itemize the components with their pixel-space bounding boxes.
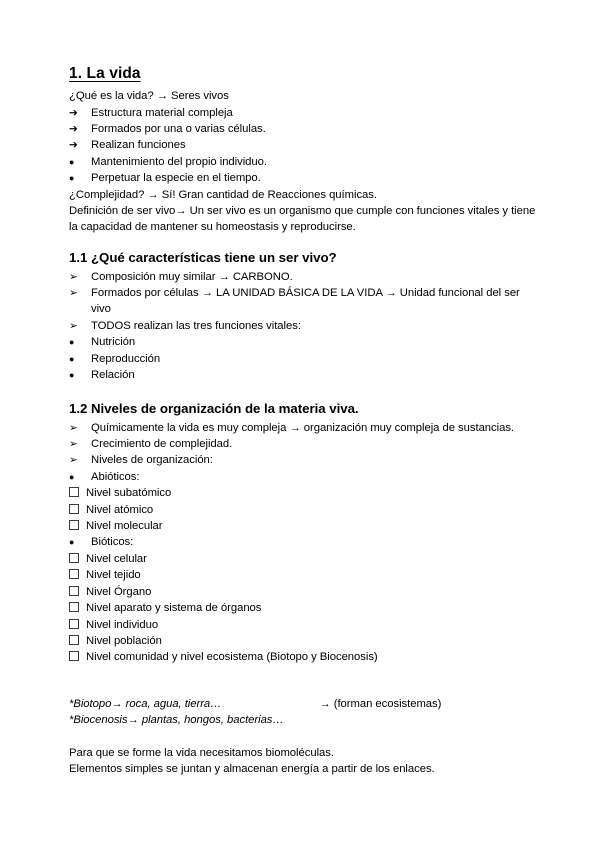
closing-spacer bbox=[69, 729, 540, 745]
list-item-label: Nivel aparato y sistema de órganos bbox=[86, 602, 262, 615]
list-item-label: Perpetuar la especie en el tiempo. bbox=[91, 172, 261, 185]
checkbox-icon[interactable] bbox=[69, 633, 85, 649]
list-item-label: Bióticos: bbox=[91, 536, 134, 549]
closing-line-1: Para que se forme la vida necesitamos biomoléculas. bbox=[69, 746, 334, 759]
list-item-label: Reproducción bbox=[91, 352, 161, 365]
list-item-label: Abióticos: bbox=[91, 470, 140, 483]
arrow-bullet-icon: ➢ bbox=[69, 319, 78, 332]
checkbox-icon[interactable] bbox=[69, 485, 85, 501]
list-item bbox=[69, 567, 540, 583]
list-item bbox=[69, 351, 540, 367]
list-item bbox=[69, 334, 540, 350]
list-item-label: Nivel Órgano bbox=[86, 585, 152, 598]
checkbox-icon[interactable] bbox=[69, 502, 85, 518]
list-item-label: Nivel celular bbox=[86, 552, 147, 565]
list-item-label: Realizan funciones bbox=[91, 139, 186, 152]
list-item-label: Nivel molecular bbox=[86, 520, 163, 533]
arrow-bullet-icon: ➢ bbox=[69, 454, 78, 467]
list-item-label: Estructura material compleja bbox=[91, 106, 233, 119]
list-item-label: Nivel tejido bbox=[86, 569, 141, 582]
list-item bbox=[69, 367, 540, 383]
checkbox-icon[interactable] bbox=[69, 567, 85, 583]
list-item bbox=[69, 633, 540, 649]
list-item bbox=[69, 318, 540, 334]
list-item-label: Nivel comunidad y nivel ecosistema (Biotopo y Biocenosis) bbox=[86, 651, 378, 664]
page-title: 1. La vida bbox=[69, 65, 141, 82]
checkbox-icon[interactable] bbox=[69, 600, 85, 616]
list-item bbox=[69, 649, 540, 665]
checkbox-icon[interactable] bbox=[69, 584, 85, 600]
list-item-label: Relación bbox=[91, 368, 135, 381]
section1-bullet-list bbox=[69, 105, 540, 154]
round-bullet-icon: ● bbox=[69, 471, 75, 482]
list-item bbox=[69, 617, 540, 633]
list-item bbox=[69, 121, 540, 137]
arrow-bullet-icon: ➔ bbox=[69, 106, 78, 119]
list-item bbox=[69, 551, 540, 567]
section12-bullet-list bbox=[69, 420, 540, 469]
list-item-label: Nivel atómico bbox=[86, 503, 154, 516]
list-item bbox=[69, 518, 540, 534]
list-item bbox=[69, 469, 540, 485]
checkbox-icon[interactable] bbox=[69, 551, 85, 567]
list-item-label: Nivel individuo bbox=[86, 618, 159, 631]
arrow-bullet-icon: ➢ bbox=[69, 270, 78, 283]
arrow-bullet-icon: ➢ bbox=[69, 421, 78, 434]
list-item-label: Niveles de organización: bbox=[91, 454, 213, 467]
list-item bbox=[69, 137, 540, 153]
checkbox-icon[interactable] bbox=[69, 617, 85, 633]
round-bullet-icon: ● bbox=[69, 156, 75, 167]
list-item bbox=[69, 105, 540, 121]
round-bullet-icon: ● bbox=[69, 369, 75, 380]
section-spacer bbox=[69, 666, 540, 696]
bioticos-levels-list bbox=[69, 551, 540, 666]
list-item bbox=[69, 269, 540, 285]
list-item bbox=[69, 485, 540, 501]
abioticos-levels-list bbox=[69, 485, 540, 534]
list-item-label: Formados por una o varias células. bbox=[91, 122, 266, 135]
list-item-label: Nivel población bbox=[86, 634, 162, 647]
list-item bbox=[69, 436, 540, 452]
checkbox-icon[interactable] bbox=[69, 518, 85, 534]
list-item bbox=[69, 584, 540, 600]
list-item bbox=[69, 502, 540, 518]
footnote-biotopo: *Biotopo→ roca, agua, tierra… bbox=[69, 697, 222, 710]
list-item bbox=[69, 452, 540, 468]
list-item-label: Formados por células → LA UNIDAD BÁSICA DE LA VIDA → Unidad funcional del ser vivo bbox=[91, 286, 520, 316]
list-item bbox=[69, 285, 540, 318]
round-bullet-icon: ● bbox=[69, 537, 75, 548]
abioticos-group bbox=[69, 469, 540, 485]
list-item-label: Mantenimiento del propio individuo. bbox=[91, 155, 267, 168]
footnote-biotopo-row bbox=[69, 696, 540, 712]
arrow-bullet-icon: ➔ bbox=[69, 139, 78, 152]
section1-subbullet-list bbox=[69, 154, 540, 187]
round-bullet-icon: ● bbox=[69, 337, 75, 348]
intro-line: ¿Qué es la vida? → Seres vivos bbox=[69, 90, 229, 103]
round-bullet-icon: ● bbox=[69, 353, 75, 364]
closing-line-2: Elementos simples se juntan y almacenan energía a partir de los enlaces. bbox=[69, 762, 435, 775]
list-item-label: Nutrición bbox=[91, 336, 136, 349]
round-bullet-icon: ● bbox=[69, 173, 75, 184]
list-item bbox=[69, 154, 540, 170]
section-heading-1-1: 1.1 ¿Qué características tiene un ser vivo? bbox=[69, 250, 337, 266]
list-item-label: Nivel subatómico bbox=[86, 487, 172, 500]
complexity-line: ¿Complejidad? → Sí! Gran cantidad de Reacciones químicas. bbox=[69, 188, 377, 201]
footnote-ecosystems-note: → (forman ecosistemas) bbox=[319, 697, 442, 710]
section11-bullet-list bbox=[69, 269, 540, 335]
arrow-bullet-icon: ➢ bbox=[69, 286, 78, 299]
list-item bbox=[69, 600, 540, 616]
list-item-label: Crecimiento de complejidad. bbox=[91, 438, 233, 451]
list-item bbox=[69, 170, 540, 186]
checkbox-icon[interactable] bbox=[69, 649, 85, 665]
list-item-label: Químicamente la vida es muy compleja → organización muy compleja de sustancias. bbox=[91, 421, 515, 434]
footnote-biocenosis: *Biocenosis→ plantas, hongos, bacterias… bbox=[69, 714, 284, 727]
definition-paragraph: Definición de ser vivo→ Un ser vivo es un organismo que cumple con funciones vitales y tiene la capacidad de mantener su homeostasis y reproducirse. bbox=[69, 204, 536, 234]
bioticos-group bbox=[69, 534, 540, 550]
arrow-bullet-icon: ➢ bbox=[69, 438, 78, 451]
arrow-bullet-icon: ➔ bbox=[69, 122, 78, 135]
section-heading-1-2: 1.2 Niveles de organización de la materia viva. bbox=[69, 401, 359, 417]
list-item bbox=[69, 534, 540, 550]
list-item bbox=[69, 420, 540, 436]
list-item-label: TODOS realizan las tres funciones vitales: bbox=[91, 319, 301, 332]
vital-functions-list bbox=[69, 334, 540, 383]
list-item-label: Composición muy similar → CARBONO. bbox=[91, 270, 293, 283]
